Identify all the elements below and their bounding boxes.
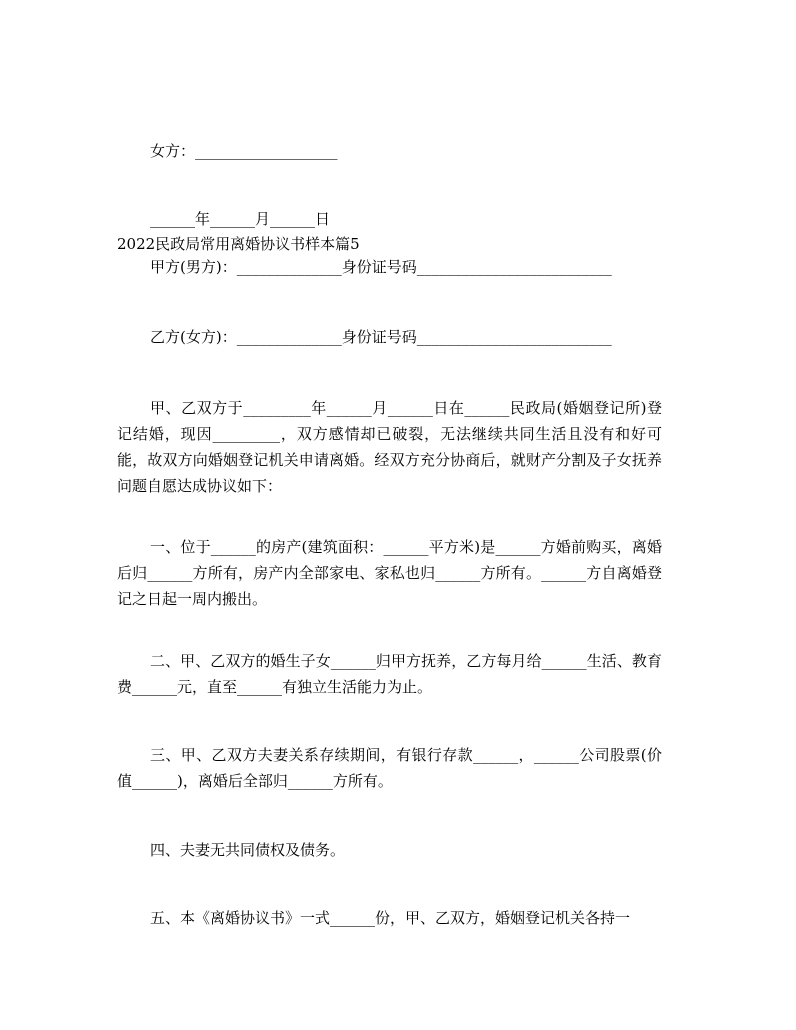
clause-1-paragraph: 一、位于______的房产(建筑面积：______平方米)是______方婚前购买，离婚后归______方所有，房产内全部家电、家私也归______方所有。______方自离婚登记之日起一周内搬出。 [117, 538, 662, 608]
clause-5-paragraph: 五、本《离婚协议书》一式______份，甲、乙双方，婚姻登记机关各持一 [150, 909, 631, 927]
clause-4-paragraph: 四、夫妻无共同债权及债务。 [150, 841, 346, 859]
clause-2-paragraph: 二、甲、乙双方的婚生子女______归甲方抚养，乙方每月给______生活、教育费______元，直至______有独立生活能力为止。 [117, 652, 662, 696]
clause-3-paragraph: 三、甲、乙双方夫妻关系存续期间，有银行存款______，______公司股票(价值______)，离婚后全部归______方所有。 [117, 746, 662, 790]
party-a-line: 甲方(男方)：______________身份证号码__________________________ [150, 258, 612, 276]
party-b-line: 乙方(女方)：______________身份证号码__________________________ [150, 328, 612, 346]
female-signature-line: 女方：___________________ [150, 142, 338, 160]
date-line: ______年______月______日 [150, 210, 331, 228]
intro-paragraph: 甲、乙双方于_________年______月______日在______民政局(婚姻登记所)登记结婚，现因_________，双方感情却已破裂，无法继续共同生活且没有和好可能，故双方向婚姻登记机关申请离婚。经双方充分协商后，就财产分割及子女抚养问题自愿达成协议如下： [117, 399, 662, 495]
section-title: 2022民政局常用离婚协议书样本篇5 [117, 235, 360, 253]
